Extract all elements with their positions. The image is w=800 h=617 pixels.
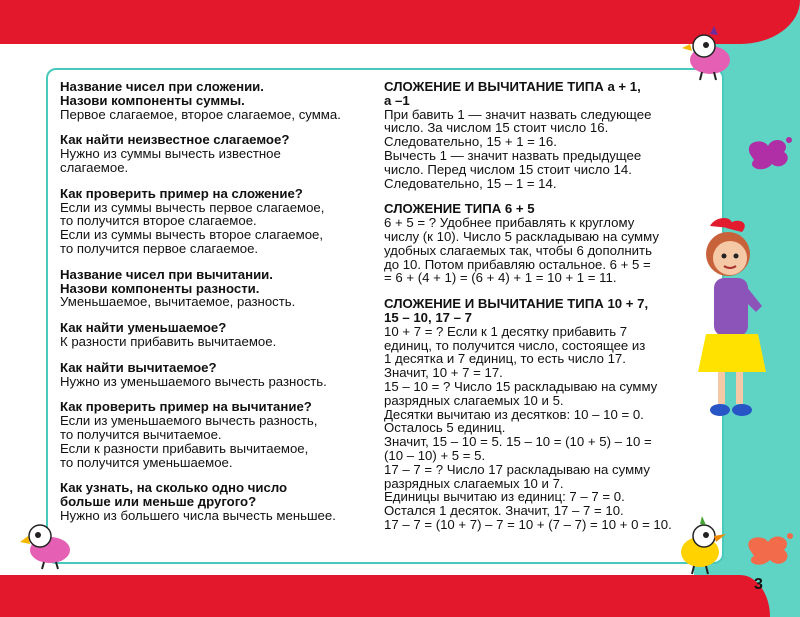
text-block bbox=[60, 80, 370, 121]
text-line: Следовательно, 15 + 1 = 16. bbox=[384, 134, 557, 150]
text-block bbox=[60, 187, 370, 256]
paint-splash-icon bbox=[742, 134, 794, 174]
heading-line: Как узнать, на сколько одно число bbox=[60, 480, 288, 496]
text-line: Если из суммы вычесть первое слагаемое, bbox=[60, 199, 325, 215]
text-line: Десятки вычитаю из десятков: 10 – 10 = 0. bbox=[384, 406, 644, 422]
heading-line: Как проверить пример на сложение? bbox=[60, 185, 303, 201]
paint-splash-icon bbox=[740, 528, 796, 570]
page-number: 3 bbox=[754, 576, 763, 593]
text-line: то получится первое слагаемое. bbox=[60, 240, 259, 256]
text-line: то получится вычитаемое. bbox=[60, 426, 222, 442]
text-line: удобных слагаемых так, чтобы 6 дополнить bbox=[384, 242, 652, 258]
text-block bbox=[60, 133, 370, 174]
text-line: 17 – 7 = ? Число 17 раскладываю на сумму bbox=[384, 461, 650, 477]
heading-line: a –1 bbox=[384, 92, 410, 108]
text-line: Остался 1 десяток. Значит, 17 – 7 = 10. bbox=[384, 503, 624, 519]
text-line: К разности прибавить вычитаемое. bbox=[60, 333, 277, 349]
text-line: 17 – 7 = (10 + 7) – 7 = 10 + (7 – 7) = 10 + 0 = 10. bbox=[384, 516, 672, 532]
heading-line: больше или меньше другого? bbox=[60, 494, 257, 510]
heading-line: Назови компоненты суммы. bbox=[60, 92, 245, 108]
text-line: слагаемое. bbox=[60, 159, 129, 175]
text-line: числу (к 10). Число 5 раскладываю на сумму bbox=[384, 228, 659, 244]
heading-line: СЛОЖЕНИЕ ТИПА 6 + 5 bbox=[384, 201, 535, 217]
right-column bbox=[384, 80, 704, 544]
text-line: 6 + 5 = ? Удобнее прибавлять к круглому bbox=[384, 215, 635, 231]
text-line: разрядных слагаемых 10 и 7. bbox=[384, 475, 564, 491]
heading-line: СЛОЖЕНИЕ И ВЫЧИТАНИЕ ТИПА a + 1, bbox=[384, 79, 641, 94]
text-line: Если из суммы вычесть второе слагаемое, bbox=[60, 227, 324, 243]
text-block bbox=[60, 481, 370, 522]
text-block bbox=[384, 80, 704, 190]
pink-bird-icon bbox=[20, 514, 80, 570]
text-block bbox=[60, 361, 370, 389]
bottom-decor-band bbox=[0, 575, 770, 617]
left-column bbox=[60, 80, 370, 535]
text-line: 10 + 7 = ? Если к 1 десятку прибавить 7 bbox=[384, 323, 628, 339]
text-line: единиц, то получится число, состоящее из bbox=[384, 337, 646, 353]
heading-line: Как найти неизвестное слагаемое? bbox=[60, 132, 290, 148]
text-line: число. За числом 15 стоит число 16. bbox=[384, 120, 609, 136]
text-line: Нужно из большего числа вычесть меньшее. bbox=[60, 507, 336, 523]
yellow-bird-icon bbox=[670, 516, 730, 576]
heading-line: 15 – 10, 17 – 7 bbox=[384, 309, 472, 325]
text-line: Единицы вычитаю из единиц: 7 – 7 = 0. bbox=[384, 489, 625, 505]
text-line: 15 – 10 = ? Число 15 раскладываю на сумму bbox=[384, 378, 658, 394]
text-block bbox=[60, 400, 370, 469]
text-line: Если к разности прибавить вычитаемое, bbox=[60, 440, 309, 456]
text-line: Значит, 10 + 7 = 17. bbox=[384, 365, 503, 381]
text-line: (10 – 10) + 5 = 5. bbox=[384, 447, 486, 463]
text-line: то получится второе слагаемое. bbox=[60, 213, 257, 229]
heading-line: Название чисел при вычитании. bbox=[60, 266, 273, 282]
girl-illustration bbox=[696, 214, 772, 420]
text-line: Значит, 15 – 10 = 5. 15 – 10 = (10 + 5) – 10 = bbox=[384, 434, 652, 450]
heading-line: Как найти уменьшаемое? bbox=[60, 320, 227, 336]
text-line: Осталось 5 единиц. bbox=[384, 420, 506, 436]
text-line: Вычесть 1 — значит назвать предыдущее bbox=[384, 147, 642, 163]
text-line: При бавить 1 — значит назвать следующее bbox=[384, 106, 652, 122]
text-line: до 10. Потом прибавляю остальное. 6 + 5 = bbox=[384, 256, 651, 272]
text-line: Если из уменьшаемого вычесть разность, bbox=[60, 413, 318, 429]
heading-line: СЛОЖЕНИЕ И ВЫЧИТАНИЕ ТИПА 10 + 7, bbox=[384, 296, 649, 312]
text-line: Первое слагаемое, второе слагаемое, сумма. bbox=[60, 106, 341, 122]
text-block bbox=[60, 321, 370, 349]
text-line: Нужно из суммы вычесть известное bbox=[60, 146, 281, 162]
text-line: число. Перед числом 15 стоит число 14. bbox=[384, 161, 632, 177]
text-line: = 6 + (4 + 1) = (6 + 4) + 1 = 10 + 1 = 11. bbox=[384, 270, 617, 286]
heading-line: Как проверить пример на вычитание? bbox=[60, 399, 312, 415]
text-block bbox=[60, 268, 370, 309]
text-block bbox=[384, 202, 704, 285]
text-line: Нужно из уменьшаемого вычесть разность. bbox=[60, 373, 327, 389]
heading-line: Как найти вычитаемое? bbox=[60, 359, 217, 375]
text-line: то получится уменьшаемое. bbox=[60, 454, 233, 470]
heading-line: Название чисел при сложении. bbox=[60, 79, 264, 94]
pink-bird-icon bbox=[680, 26, 740, 82]
heading-line: Назови компоненты разности. bbox=[60, 280, 260, 296]
text-line: Уменьшаемое, вычитаемое, разность. bbox=[60, 294, 296, 310]
text-line: разрядных слагаемых 10 и 5. bbox=[384, 392, 564, 408]
text-line: Следовательно, 15 – 1 = 14. bbox=[384, 175, 557, 191]
text-block bbox=[384, 297, 704, 532]
text-line: 1 десятка и 7 единиц, то есть число 17. bbox=[384, 351, 626, 367]
